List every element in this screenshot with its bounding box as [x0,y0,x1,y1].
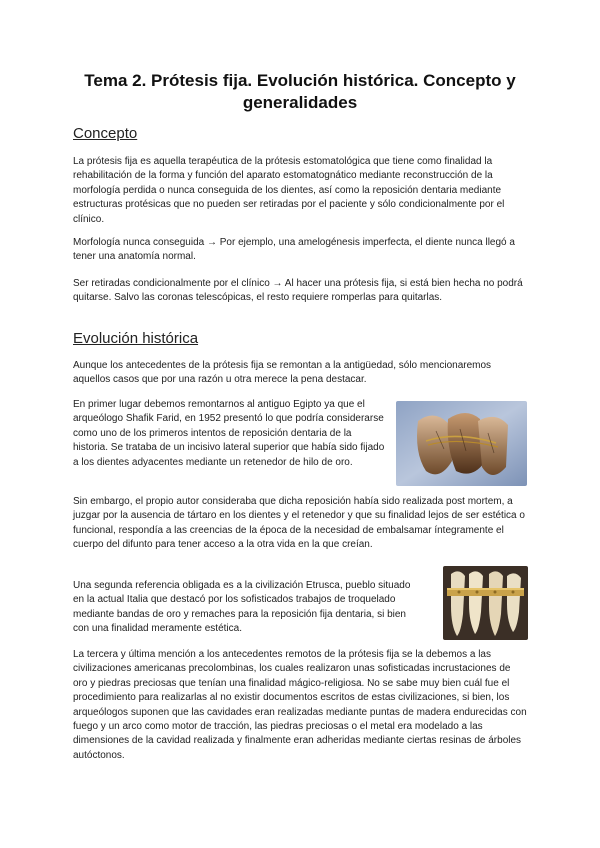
paragraph-evolucion-1: Aunque los antecedentes de la prótesis fija se remontan a la antigüedad, sólo mencionaremos aquellos casos que por una razón u otra merece la pena destacar. [73,360,492,386]
paragraph-evolucion-egipto: En primer lugar debemos remontarnos al antiguo Egipto ya que el arqueólogo Shafik Farid, en 1952 presentó lo que podría considerarse como uno de los primeros intentos de reposición dentaria de la historia. Se trataba de un incisivo lateral superior que había sido fijado a los dientes adyacentes mediante un retenedor de hilo de oro. [73,399,385,468]
section-heading-concepto: Concepto [73,125,138,142]
paragraph-evolucion-precolombinas: La tercera y última mención a los antecedentes remotos de la prótesis fija se la debemos a las civilizaciones americanas precolombinas, los cuales realizaron unas sofisticadas incrustaciones de oro y piedras preciosas que tenían una finalidad mágico-religiosa. No se sabe muy bien cuál fue el procedimiento para realizarlas al no existir documentos escritos de estas civilizaciones, si bien, los arqueólogos suponen que las cavidades eran realizadas mediante puntas de madera endurecidas con fuego y un arco como motor de tracción, las piedras preciosas o el metal era modelado a las dimensiones de la cavidad realizada y finalmente eran adheridas mediante ciertas resinas de árboles autóctonos. [73,649,527,761]
egyptian-dental-bridge-image [396,401,527,486]
etruscan-gold-band-bridge-image [443,566,528,640]
paragraph-concepto-3: Ser retiradas condicionalmente por el clínico → Al hacer una prótesis fija, si está bien hecha no podrá quitarse. Salvo las coronas telescópicas, el resto requiere romperlas para quitarlas. [73,278,523,304]
page-title: Tema 2. Prótesis fija. Evolución histórica. Concepto y generalidades [84,71,516,112]
paragraph-evolucion-etrusca: Una segunda referencia obligada es a la civilización Etrusca, pueblo situado en la actual Italia que destacó por los sofisticados trabajos de troquelado mediante bandas de oro y remaches para la reposición fija dentaria, si bien con una finalidad meramente estética. [73,580,411,635]
paragraph-concepto-1: La prótesis fija es aquella terapéutica de la prótesis estomatológica que tiene como finalidad la rehabilitación de la forma y función del aparato estomatognático mediante reconstrucción de la morfología perdida o nunca conseguida de los dientes, así como la reposición dentaria mediante estructuras protésicas que no pueden ser retiradas por el paciente y sólo condicionalmente por el clínico. [73,156,505,225]
section-heading-evolucion: Evolución histórica [73,330,199,347]
paragraph-evolucion-post-mortem: Sin embargo, el propio autor consideraba que dicha reposición había sido realizada post mortem, a juzgar por la ausencia de tártaro en los dientes y el retenedor y que su finalidad lejos de ser estética o funcional, respondía a las creencias de la época de la necesidad de embalsamar íntegramente el cuerpo del difunto para tener acceso a la otra vida en la que creían. [73,496,525,551]
paragraph-concepto-2: Morfología nunca conseguida → Por ejemplo, una amelogénesis imperfecta, el diente nunca llegó a tener una anatomía normal. [73,237,515,263]
